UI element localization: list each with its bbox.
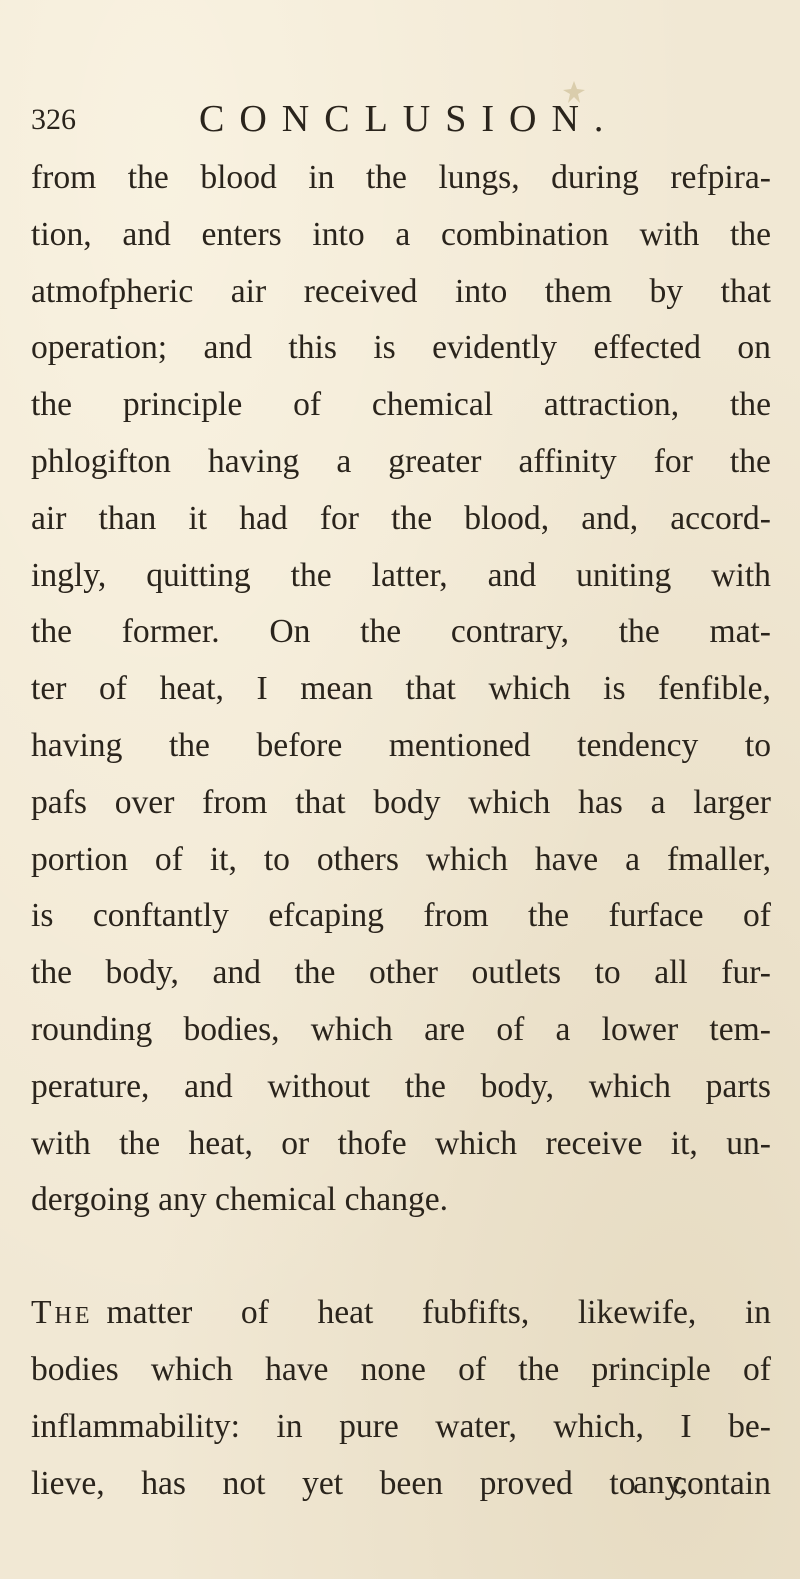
body-text <box>31 150 771 1512</box>
catchword: any, <box>633 1464 688 1501</box>
text-line: the former. On the contrary, the mat- <box>31 613 771 651</box>
text-line: portion of it, to others which have a fmaller, <box>31 840 771 878</box>
text-line: from the blood in the lungs, during refpira- <box>31 159 771 196</box>
text-line: the principle of chemical attraction, the <box>31 386 771 424</box>
text-line: dergoing any chemical change. <box>31 1181 449 1219</box>
text-line: having the before mentioned tendency to <box>31 726 771 764</box>
text-line: inflammability: in pure water, which, I be- <box>31 1407 771 1445</box>
paragraph-1 <box>31 150 771 1229</box>
text-line: the body, and the other outlets to all fur- <box>31 954 771 992</box>
text-line: phlogifton having a greater affinity for the <box>31 442 771 480</box>
running-head: CONCLUSION. <box>199 98 619 140</box>
text-line: rounding bodies, which are of a lower tem- <box>31 1010 771 1048</box>
text-line: operation; and this is evidently effected on <box>31 329 771 367</box>
text-line: lieve, has not yet been proved to contain <box>31 1464 771 1502</box>
text-line: ingly, quitting the latter, and uniting with <box>31 556 771 594</box>
text-line <box>31 1285 771 1342</box>
text-line: is conftantly efcaping from the furface of <box>31 897 771 935</box>
text-line: tion, and enters into a combination with the <box>31 215 771 253</box>
text-line: bodies which have none of the principle of <box>31 1350 771 1388</box>
page-number: 326 <box>31 103 76 136</box>
text-line: atmofpheric air received into them by that <box>31 272 771 310</box>
text-line: perature, and without the body, which parts <box>31 1067 771 1105</box>
text-line: air than it had for the blood, and, accord- <box>31 499 771 537</box>
text-line: pafs over from that body which has a larger <box>31 783 771 821</box>
paragraph-lead: The <box>31 1294 93 1332</box>
page-header <box>31 92 731 142</box>
text-line: with the heat, or thofe which receive it, un- <box>31 1124 771 1162</box>
text-line: ter of heat, I mean that which is fenfible, <box>31 670 771 708</box>
text-line-rest: matter of heat fubfifts, likewife, in <box>106 1294 771 1332</box>
